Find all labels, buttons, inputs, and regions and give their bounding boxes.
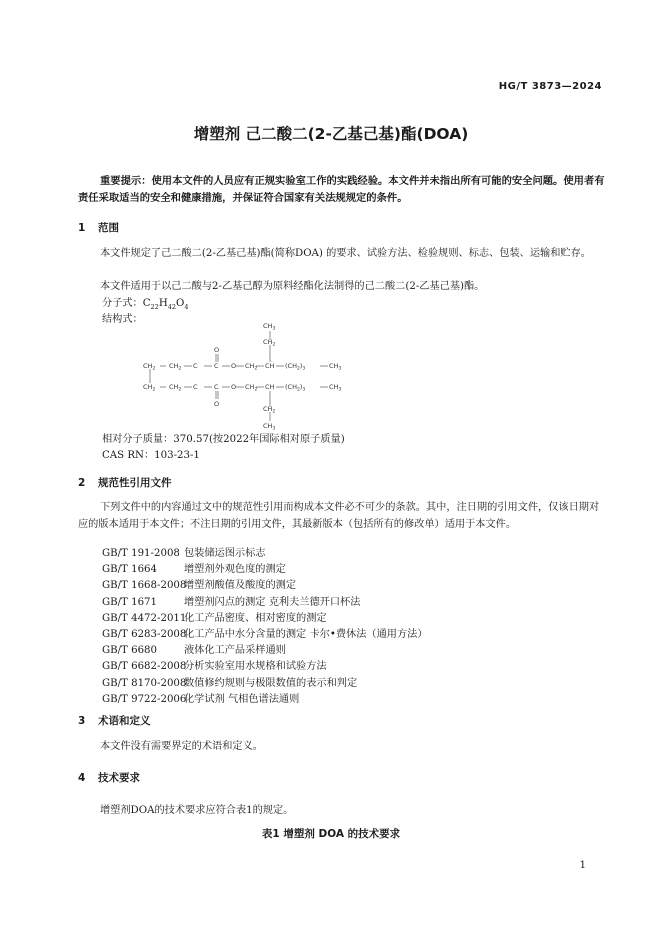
- cas-number: CAS RN：103-23-1: [102, 450, 200, 461]
- section-number: 1: [78, 222, 86, 234]
- structure-label: 结构式：: [102, 314, 143, 325]
- reference-code: GB/T 6283-2008: [102, 629, 187, 641]
- reference-title: 化工产品中水分含量的测定 卡尔•费休法（通用方法）: [184, 629, 428, 641]
- molar-mass: 相对分子质量：370.57(按2022年国际相对原子质量): [102, 434, 345, 445]
- section-number: 2: [78, 477, 86, 489]
- reference-item: [102, 643, 428, 659]
- reference-title: 分析实验室用水规格和试验方法: [184, 661, 327, 673]
- atom-ch2: $CH_2$: [245, 362, 258, 372]
- section-title: 技术要求: [98, 772, 140, 784]
- atom-ch2: $CH_2$: [169, 383, 182, 393]
- page-number: 1: [579, 860, 586, 871]
- atom-o: O: [214, 400, 220, 408]
- reference-title: 数值修约规则与极限数值的表示和判定: [184, 677, 358, 689]
- reference-item: [102, 659, 428, 675]
- reference-code: GB/T 1668-2008: [102, 580, 187, 592]
- section-title: 术语和定义: [98, 715, 151, 727]
- atom-o: O: [231, 362, 237, 370]
- section-title: 范围: [98, 222, 119, 234]
- section-number: 4: [78, 772, 86, 784]
- reference-item: [102, 627, 428, 643]
- atom-ch2: $CH_2$: [169, 362, 182, 372]
- atom-c: C: [193, 362, 198, 370]
- reference-code: GB/T 9722-2006: [102, 693, 187, 705]
- formula-h-count: 42: [167, 303, 176, 312]
- safety-notice: 重要提示：使用本文件的人员应有正规实验室工作的实践经验。本文件并未指出所有可能的安全问题。使用者有责任采取适当的安全和健康措施，并保证符合国家有关法规规定的条件。: [78, 175, 605, 204]
- section-1-heading: [78, 220, 119, 235]
- atom-ch: CH: [265, 362, 275, 370]
- atom-ch3: $CH_3$: [329, 362, 342, 372]
- reference-item: [102, 692, 428, 708]
- structural-formula: [140, 318, 340, 434]
- reference-item: [102, 595, 428, 611]
- atom-c: C: [214, 362, 219, 370]
- formula-c-count: 22: [150, 303, 159, 312]
- atom-ch3: $CH_3$: [263, 322, 276, 332]
- reference-code: GB/T 191-2008: [102, 548, 180, 559]
- reference-code: GB/T 1671: [102, 596, 158, 608]
- technical-requirements-paragraph: 增塑剂DOA的技术要求应符合表1的规定。: [100, 805, 294, 816]
- reference-list: [102, 546, 428, 708]
- terms-paragraph: 本文件没有需要界定的术语和定义。: [100, 741, 263, 752]
- atom-c: C: [214, 383, 219, 391]
- section-3-heading: [78, 713, 151, 728]
- atom-ch2-chain: $(CH_2)_3$: [285, 362, 306, 372]
- document-title: 增塑剂 己二酸二(2-乙基己基)酯(DOA): [193, 125, 469, 143]
- standard-code: HG/T 3873—2024: [498, 81, 602, 92]
- reference-code: GB/T 8170-2008: [102, 677, 187, 689]
- normative-references-paragraph: 下列文件中的内容通过文中的规范性引用而构成本文件必不可少的条款。其中，注日期的引用文件，仅该日期对应的版本适用于本文件；不注日期的引用文件，其最新版本（包括所有的修改单）适用于本文件。: [78, 502, 600, 530]
- reference-item: [102, 611, 428, 627]
- reference-code: GB/T 6682-2008: [102, 661, 187, 673]
- reference-title: 包装储运图示标志: [184, 548, 266, 559]
- reference-title: 化学试剂 气相色谱法通则: [184, 693, 300, 705]
- reference-code: GB/T 4472-2011: [102, 612, 187, 624]
- reference-title: 化工产品密度、相对密度的测定: [184, 612, 327, 624]
- formula-o: O: [176, 298, 185, 309]
- atom-ch3: $CH_3$: [329, 383, 342, 393]
- reference-item: [102, 578, 428, 594]
- atom-ch: CH: [265, 383, 275, 391]
- formula-o-count: 4: [184, 303, 189, 312]
- reference-title: 液体化工产品采样通则: [184, 645, 286, 657]
- atom-ch2: $CH_2$: [263, 338, 276, 348]
- atom-o: O: [231, 383, 237, 391]
- reference-title: 增塑剂酸值及酸度的测定: [184, 580, 297, 592]
- atom-o: O: [214, 346, 220, 354]
- reference-code: GB/T 1664: [102, 564, 158, 576]
- formula-label: 分子式：: [102, 298, 143, 309]
- atom-ch2: $CH_2$: [263, 405, 276, 415]
- atom-c: C: [193, 383, 198, 391]
- reference-title: 增塑剂外观色度的测定: [184, 564, 286, 576]
- section-title: 规范性引用文件: [98, 477, 172, 489]
- atom-ch2: $CH_2$: [143, 383, 156, 393]
- section-number: 3: [78, 715, 86, 727]
- molecular-formula: [102, 294, 189, 311]
- table-caption: 表1 增塑剂 DOA 的技术要求: [261, 828, 401, 840]
- section-4-heading: [78, 770, 140, 785]
- reference-code: GB/T 6680: [102, 645, 158, 657]
- scope-paragraph-2: 本文件适用于以己二酸与2-乙基己醇为原料经酯化法制得的己二酸二(2-乙基己基)酯。: [100, 281, 485, 292]
- atom-ch3: $CH_3$: [263, 422, 276, 432]
- atom-ch2-chain: $(CH_2)_3$: [285, 383, 306, 393]
- atom-ch2: $CH_2$: [245, 383, 258, 393]
- reference-title: 增塑剂闪点的测定 克利夫兰德开口杯法: [184, 596, 361, 608]
- atom-ch2: $CH_2$: [143, 362, 156, 372]
- scope-paragraph-1: 本文件规定了己二酸二(2-乙基己基)酯(简称DOA) 的要求、试验方法、检验规则、标志、包装、运输和贮存。: [100, 248, 591, 259]
- section-2-heading: [78, 475, 172, 490]
- reference-item: [102, 546, 428, 562]
- formula-h: H: [158, 298, 168, 309]
- reference-item: [102, 562, 428, 578]
- formula-c: C: [142, 298, 151, 309]
- reference-item: [102, 676, 428, 692]
